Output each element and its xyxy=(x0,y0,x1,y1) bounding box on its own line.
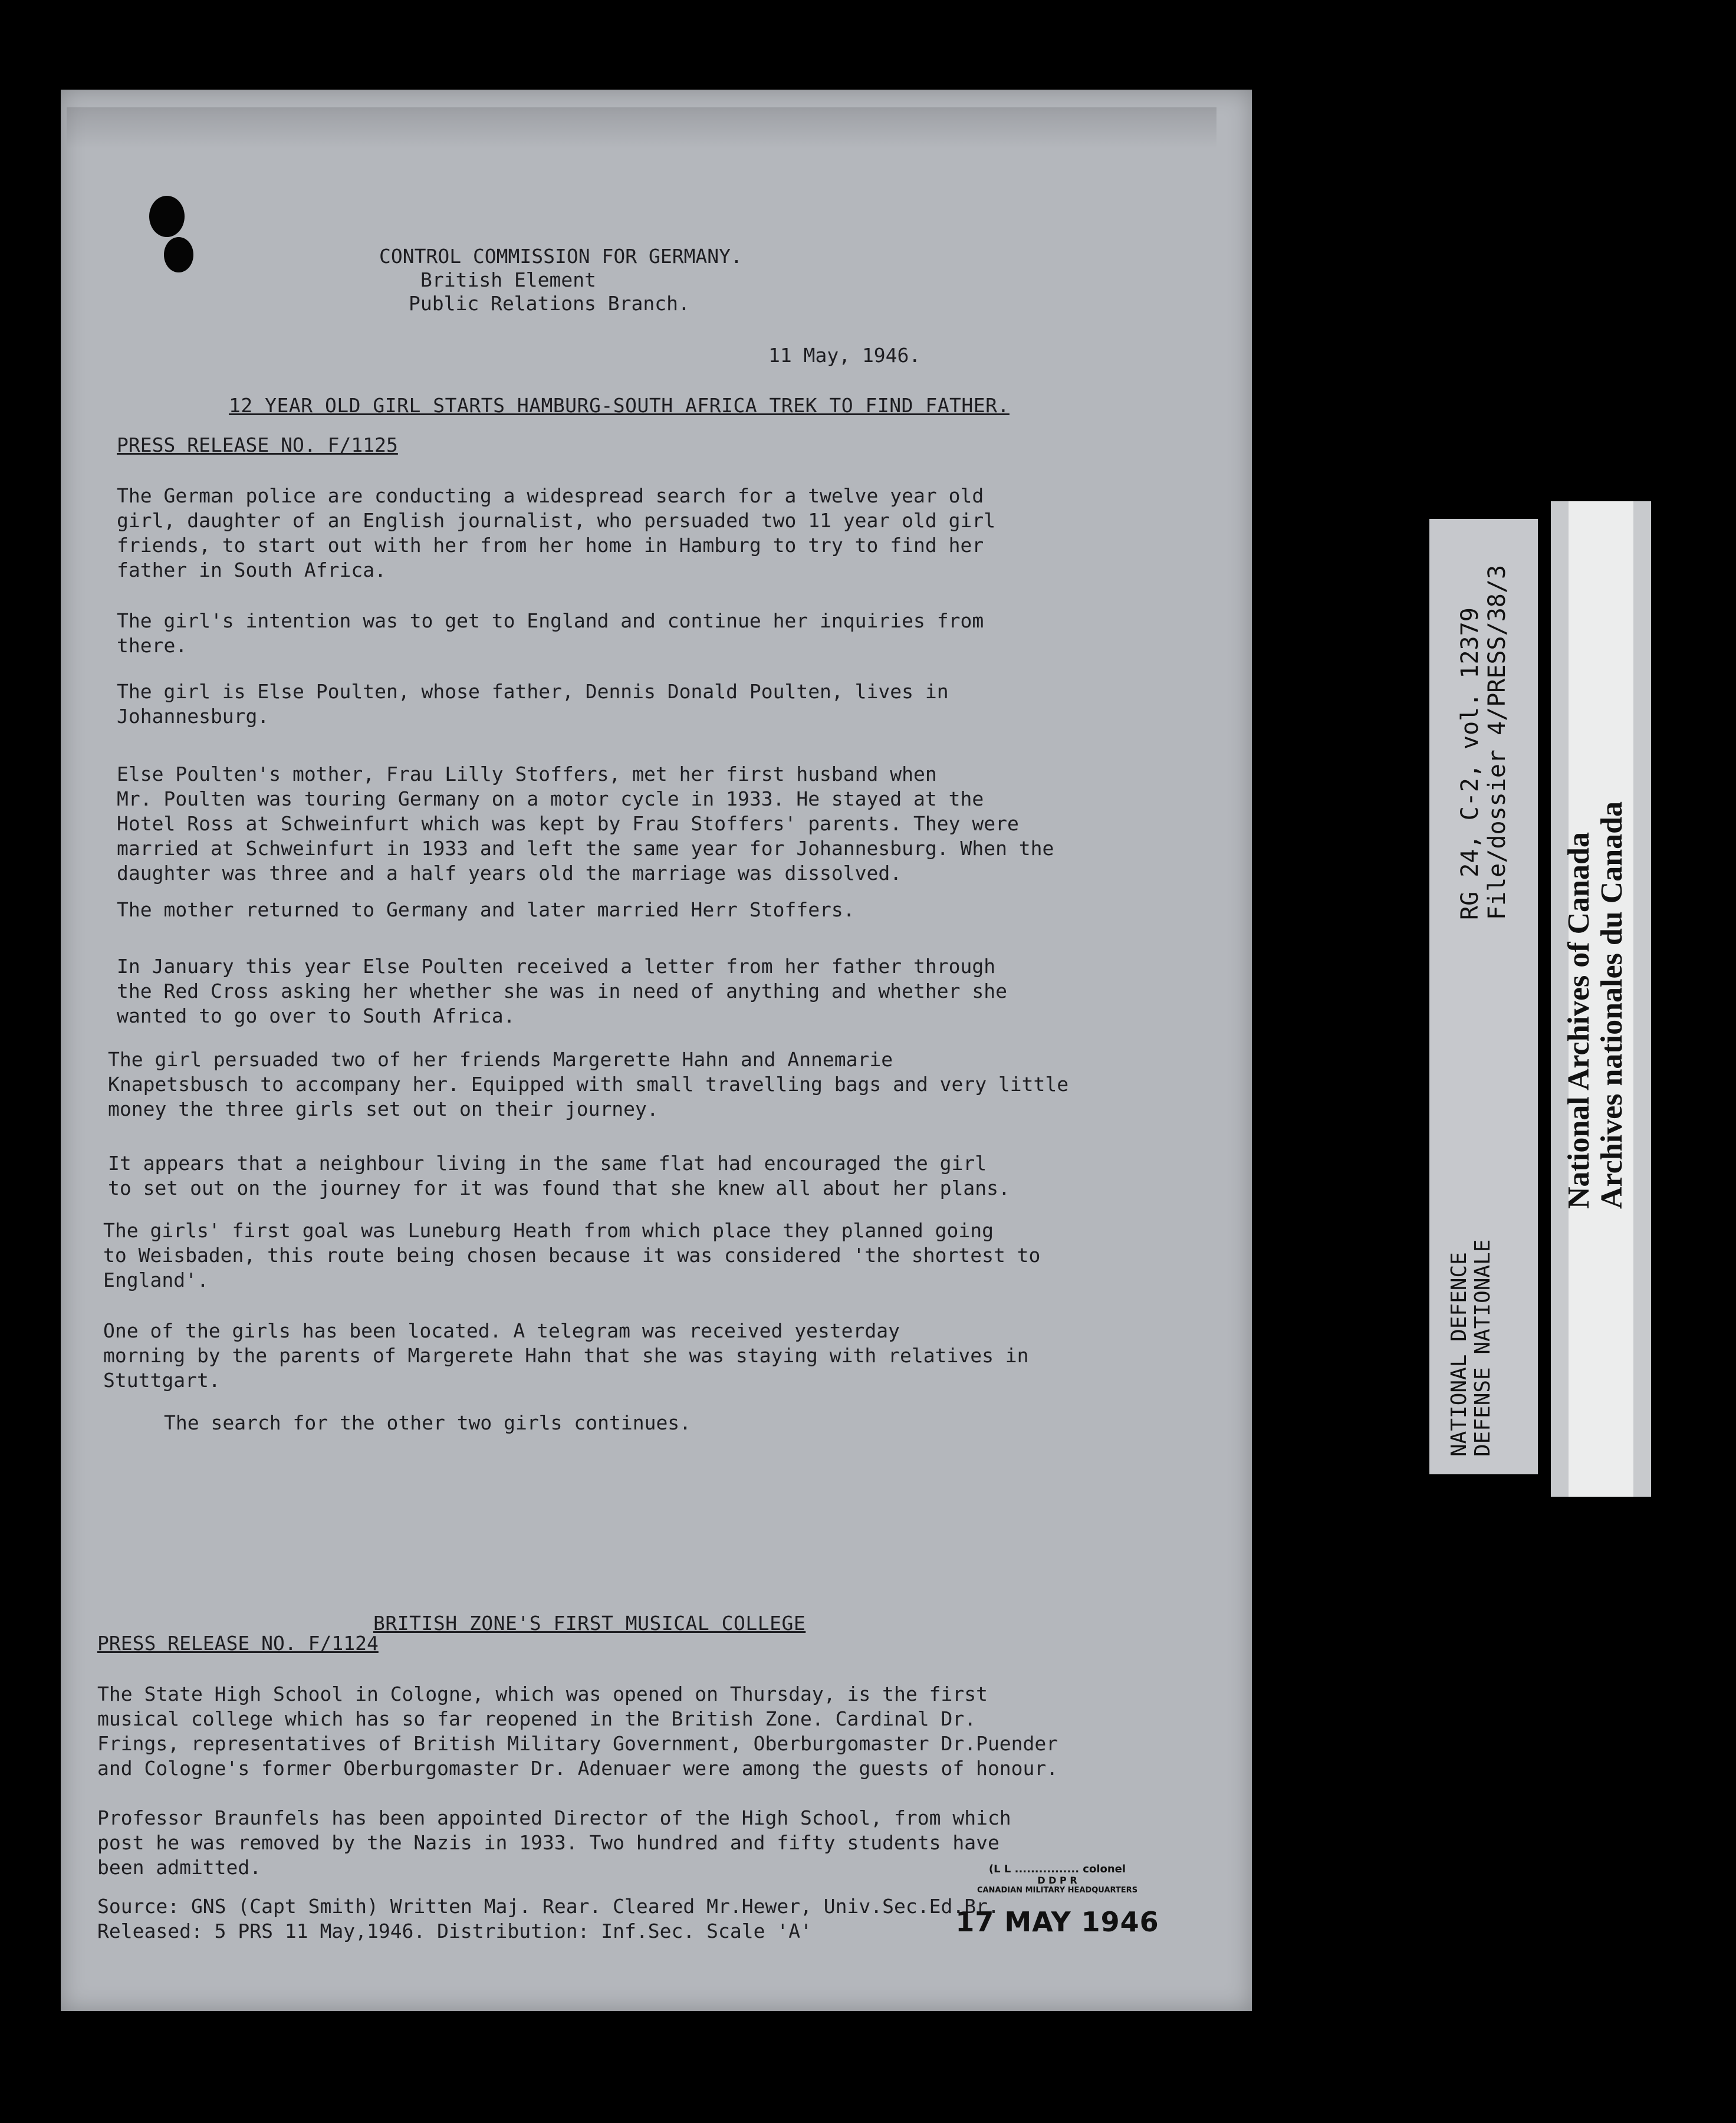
source-line: Source: GNS (Capt Smith) Written Maj. Rear. Cleared Mr.Hewer, Univ.Sec.Ed.Br. Released: 5 PRS 11 May,1946. Distribution: Inf.Sec. Scale 'A' xyxy=(97,1895,999,1943)
punch-hole xyxy=(149,196,185,237)
national-defence-line-1: NATIONAL DEFENCE xyxy=(1447,1252,1471,1457)
paragraph: It appears that a neighbour living in the same flat had encouraged the girl to set out on the journey for it was found that she knew all about her plans. xyxy=(108,1152,1010,1199)
national-archives-label xyxy=(1563,801,1629,1209)
paragraph: The girl's intention was to get to England and continue her inquiries from there. xyxy=(117,609,984,657)
received-stamp xyxy=(939,1864,1175,1938)
stamp-officer-line: (L L ................ colonel xyxy=(988,1863,1126,1875)
punch-hole xyxy=(164,237,193,272)
national-archives-line-1: National Archives of Canada xyxy=(1562,832,1596,1209)
archive-reference-line-2: File/dossier 4/PRESS/38/3 xyxy=(1484,564,1511,920)
national-defence-label xyxy=(1448,1240,1495,1457)
paragraph: The German police are conducting a widespread search for a twelve year old girl, daughter of an English journalist, who persuaded two 11 year old girl friends, to start out with her from her home in Hamburg to try to find her father in South Africa. xyxy=(117,484,996,581)
press-release-number-1: PRESS RELEASE NO. F/1125 xyxy=(117,433,398,456)
top-smudge xyxy=(67,107,1216,149)
press-release-number-2: PRESS RELEASE NO. F/1124 xyxy=(97,1632,379,1655)
paragraph: Professor Braunfels has been appointed Director of the High School, from which post he was removed by the Nazis in 1933. Two hundred and fifty students have been admitted. xyxy=(97,1806,1011,1879)
headline-1: 12 YEAR OLD GIRL STARTS HAMBURG-SOUTH AFRICA TREK TO FIND FATHER. xyxy=(229,394,1010,417)
national-archives-line-2: Archives nationales du Canada xyxy=(1595,801,1629,1209)
document-date: 11 May, 1946. xyxy=(768,344,921,367)
paragraph: One of the girls has been located. A telegram was received yesterday morning by the parents of Margerete Hahn that she was staying with relatives in Stuttgart. xyxy=(103,1319,1029,1392)
headline-2: BRITISH ZONE'S FIRST MUSICAL COLLEGE xyxy=(373,1612,806,1635)
header-branch: Public Relations Branch. xyxy=(409,292,690,315)
stamp-office-line: D D P R xyxy=(1037,1875,1077,1886)
national-defence-line-2: DEFENSE NATIONALE xyxy=(1471,1239,1495,1457)
archive-reference-line-1: RG 24, C-2, vol. 12379 xyxy=(1456,607,1484,920)
document-sheet xyxy=(61,90,1252,2011)
paragraph: The State High School in Cologne, which was opened on Thursday, is the first musical college which has so far reopened in the British Zone. Cardinal Dr. Frings, representatives of British Military Government, Oberburgomaster Dr.Puender and Cologne's former Oberburgomaster Dr. Adenuaer were among the guests of honour. xyxy=(97,1682,1058,1780)
paragraph: The girl is Else Poulten, whose father, Dennis Donald Poulten, lives in Johannesburg. xyxy=(117,680,949,728)
paragraph: The girls' first goal was Luneburg Heath from which place they planned going to Weisbaden, this route being chosen because it was considered 'the shortest to England'. xyxy=(103,1219,1041,1291)
paragraph: Else Poulten's mother, Frau Lilly Stoffers, met her first husband when Mr. Poulten was touring Germany on a motor cycle in 1933. He stayed at the Hotel Ross at Schweinfurt which was kept by Frau Stoffers' parents. They were married at Schweinfurt in 1933 and left the same year for Johannesburg. When the daughter was three and a half years old the marriage was dissolved. xyxy=(117,763,1054,885)
paragraph: The girl persuaded two of her friends Margerette Hahn and Annemarie Knapetsbusch to accompany her. Equipped with small travelling bags and very little money the three girls set out on their journey. xyxy=(108,1048,1069,1120)
stamp-date: 17 MAY 1946 xyxy=(955,1906,1159,1938)
paragraph: The search for the other two girls continues. xyxy=(164,1411,692,1434)
paragraph: In January this year Else Poulten received a letter from her father through the Red Cross asking her whether she was in need of anything and whether she wanted to go over to South Africa. xyxy=(117,955,1007,1027)
stamp-hq-line: CANADIAN MILITARY HEADQUARTERS xyxy=(976,1886,1138,1895)
archive-reference xyxy=(1456,565,1511,920)
header-organization: CONTROL COMMISSION FOR GERMANY. xyxy=(379,245,742,268)
header-element: British Element xyxy=(420,268,597,291)
paragraph: The mother returned to Germany and later married Herr Stoffers. xyxy=(117,898,855,921)
